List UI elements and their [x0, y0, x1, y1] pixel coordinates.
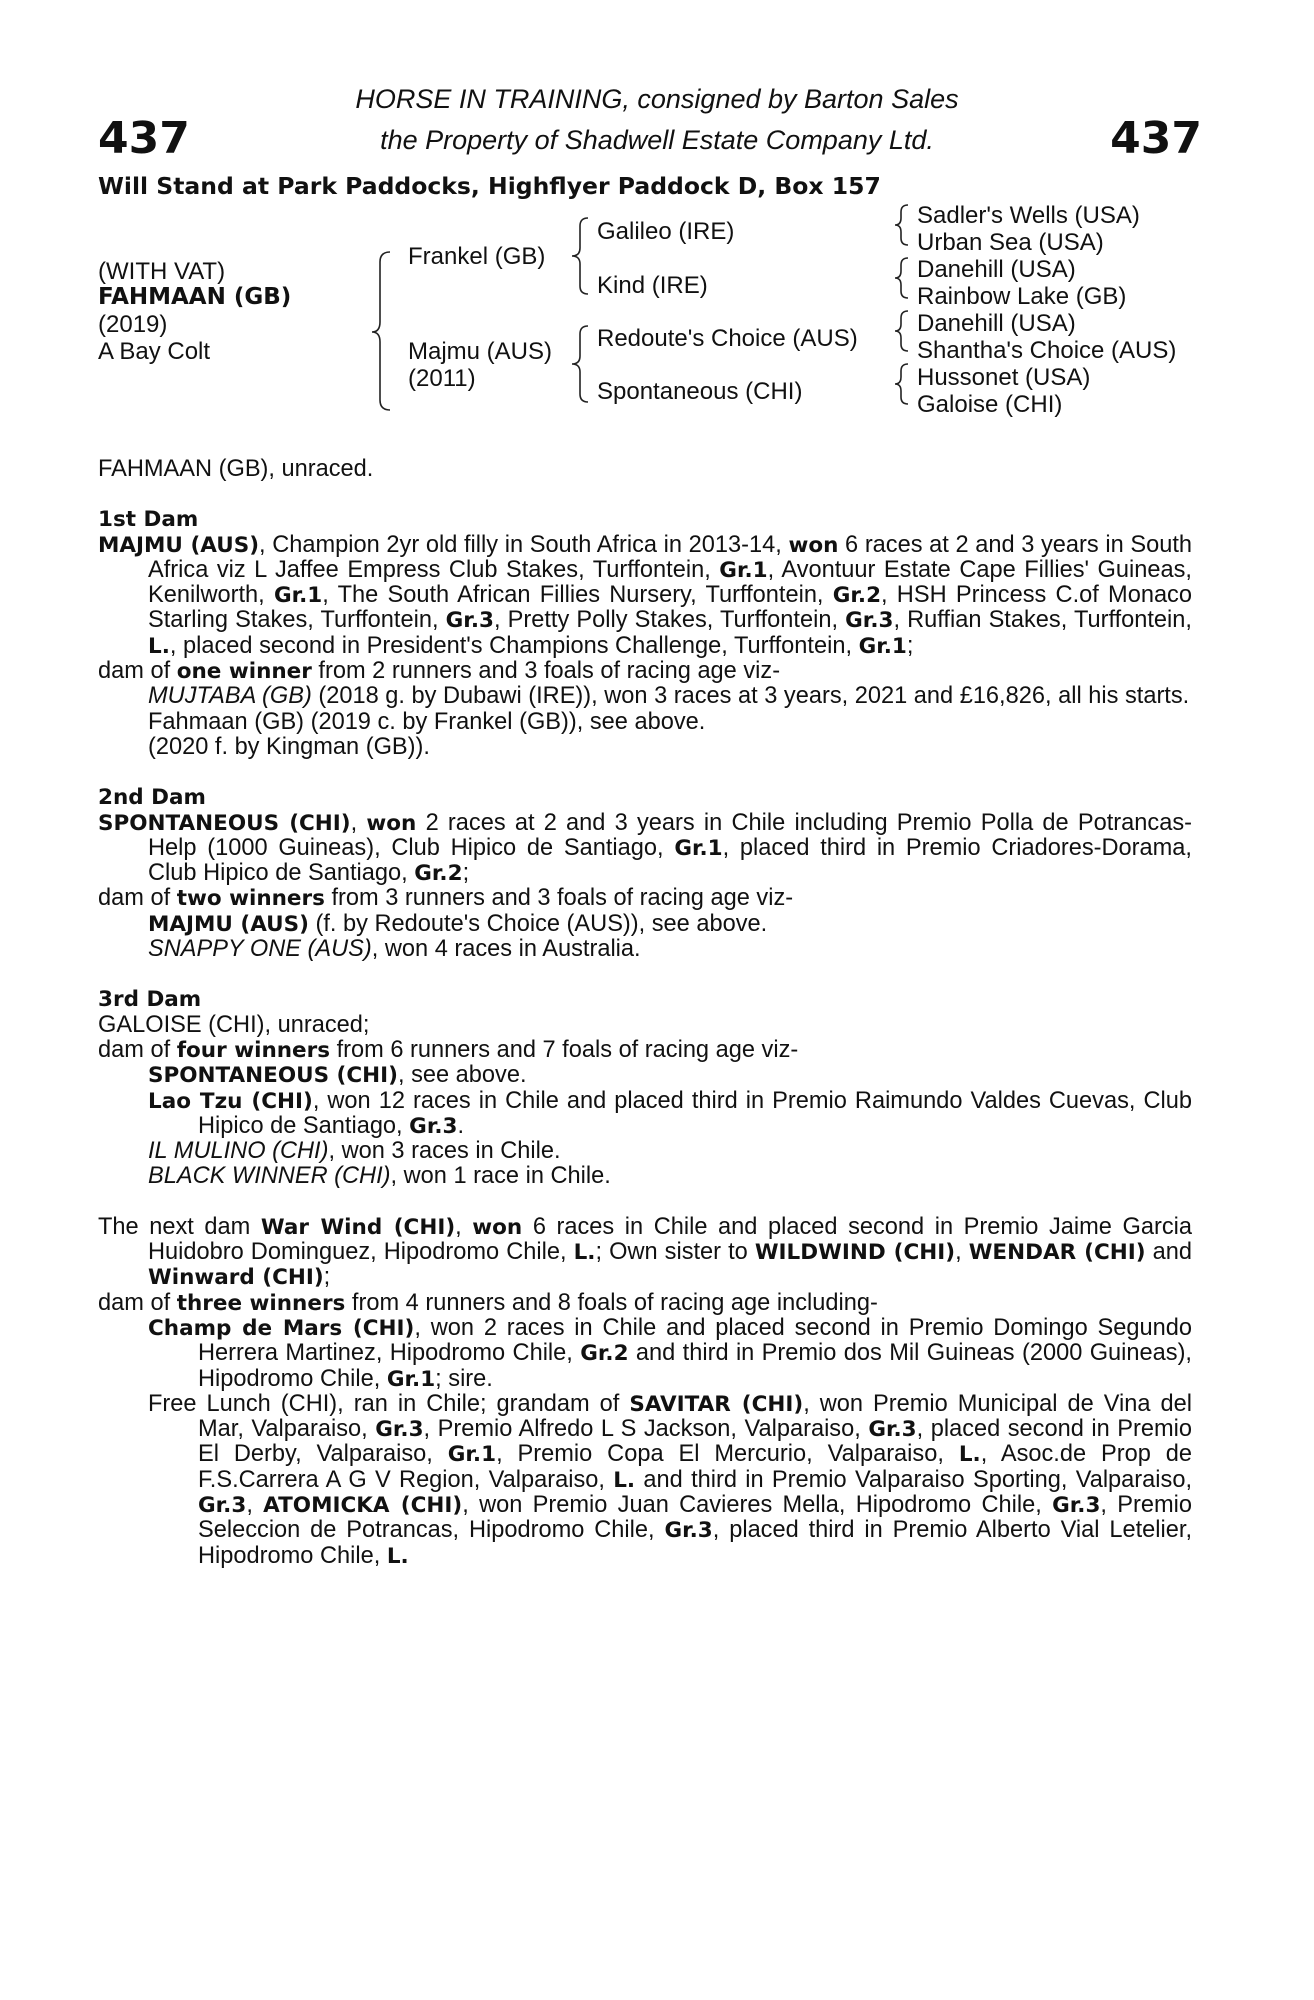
dam-sire: Redoute's Choice (AUS) [597, 325, 858, 352]
consignment-line: HORSE IN TRAINING, consigned by Barton Sales [355, 84, 959, 114]
dam2-heading: 2nd Dam [98, 785, 206, 811]
sire-sire: Galileo (IRE) [597, 218, 735, 245]
stand-location: Will Stand at Park Paddocks, Highflyer Paddock D, Box 157 [98, 172, 881, 200]
dam3-produce-1: SPONTANEOUS (CHI), see above. [148, 1062, 527, 1089]
dam1-produce-1: MUJTABA (GB) (2018 g. by Dubawi (IRE)), won 3 races at 3 years, 2021 and £16,826, all his starts. [148, 683, 1190, 710]
next-dam-produce-2: Free Lunch (CHI), ran in Chile; grandam of SAVITAR (CHI), won Premio Municipal de Vina del Mar, Valparaiso, Gr.3, Premio Alfredo L S Jackson, Valparaiso, Gr.3, placed second in Premio El Derby, Valparaiso, Gr.1, Premio Copa El Mercurio, Valparaiso, L., Asoc.de Prop de F.S.Carrera A G V Region, Valparaiso, L. and third in Premio Valparaiso Sporting, Valparaiso, Gr.3, ATOMICKA (CHI), won Premio Juan Cavieres Mella, Hipodromo Chile, Gr.3, Premio Seleccion de Potrancas, Hipodromo Chile, Gr.3, placed third in Premio Alberto Vial Letelier, Hipodromo Chile, L. [148, 1390, 1193, 1569]
dam2-produce-2: SNAPPY ONE (AUS), won 4 races in Australia. [148, 936, 641, 963]
ancestor-4: Rainbow Lake (GB) [917, 283, 1127, 310]
next-dam-produce-summary: dam of three winners from 4 runners and 8 foals of racing age including- [98, 1289, 878, 1316]
ancestor-3: Danehill (USA) [917, 256, 1076, 283]
dam3-heading: 3rd Dam [98, 987, 202, 1013]
sire: Frankel (GB) [408, 243, 546, 270]
dam2-record: SPONTANEOUS (CHI), won 2 races at 2 and 3 years in Chile including Premio Polla de Potrancas-Help (1000 Guineas), Club Hipico de Santiago, Gr.1, placed third in Premio Criadores-Dorama, Club Hipico de Santiago, Gr.2; [98, 809, 1192, 887]
dam1-heading: 1st Dam [98, 507, 199, 533]
lot-number-left: 437 [98, 113, 190, 164]
dam1-produce-summary: dam of one winner from 2 runners and 3 foals of racing age viz- [98, 658, 781, 685]
ancestor-5: Danehill (USA) [917, 310, 1076, 337]
dam3-produce-4: BLACK WINNER (CHI), won 1 race in Chile. [148, 1163, 611, 1190]
vat-label: (WITH VAT) [98, 258, 226, 285]
ancestor-7: Hussonet (USA) [917, 364, 1091, 391]
horse-name: FAHMAAN (GB) [98, 284, 292, 310]
dam1-produce-2: Fahmaan (GB) (2019 c. by Frankel (GB)), see above. [148, 708, 706, 735]
dam: Majmu (AUS) [408, 338, 553, 365]
dam2-produce-1: MAJMU (AUS) (f. by Redoute's Choice (AUS)), see above. [148, 910, 768, 937]
sire-dam: Kind (IRE) [597, 272, 708, 299]
dam3-produce-3: IL MULINO (CHI), won 3 races in Chile. [148, 1138, 561, 1165]
next-dam-record: The next dam War Wind (CHI), won 6 races in Chile and placed second in Premio Jaime Garcia Huidobro Dominguez, Hipodromo Chile, L.; Own sister to WILDWIND (CHI), WENDAR (CHI) and Winward (CHI); [98, 1213, 1192, 1291]
dam-dam: Spontaneous (CHI) [597, 378, 803, 405]
ancestor-1: Sadler's Wells (USA) [917, 202, 1140, 229]
dam3-record: GALOISE (CHI), unraced; [98, 1011, 370, 1038]
intro-line: FAHMAAN (GB), unraced. [98, 456, 374, 482]
ancestor-6: Shantha's Choice (AUS) [917, 337, 1177, 364]
property-line: the Property of Shadwell Estate Company Ltd. [380, 125, 934, 155]
dam1-record: MAJMU (AUS), Champion 2yr old filly in South Africa in 2013-14, won 6 races at 2 and 3 years in South Africa viz L Jaffee Empress Club Stakes, Turffontein, Gr.1, Avontuur Estate Cape Fillies' Guineas, Kenilworth, Gr.1, The South African Fillies Nursery, Turffontein, Gr.2, HSH Princess C.of Monaco Starling Stakes, Turffontein, Gr.3, Pretty Polly Stakes, Turffontein, Gr.3, Ruffian Stakes, Turffontein, L., placed second in President's Champions Challenge, Turffontein, Gr.1; [98, 531, 1193, 659]
lot-number-right: 437 [1110, 113, 1202, 164]
ancestor-2: Urban Sea (USA) [917, 229, 1104, 256]
catalogue-body [98, 457, 1192, 1569]
dam3-produce-summary: dam of four winners from 6 runners and 7 foals of racing age viz- [98, 1036, 799, 1063]
dam1-produce-3: (2020 f. by Kingman (GB)). [148, 733, 430, 760]
horse-year: (2019) [98, 311, 168, 338]
dam-year: (2011) [408, 365, 476, 392]
next-dam-produce-1: Champ de Mars (CHI), won 2 races in Chile and placed second in Premio Domingo Segundo Herrera Martinez, Hipodromo Chile, Gr.2 and third in Premio dos Mil Guineas (2000 Guineas), Hipodromo Chile, Gr.1; sire. [148, 1314, 1192, 1392]
dam2-produce-summary: dam of two winners from 3 runners and 3 foals of racing age viz- [98, 885, 794, 912]
ancestor-8: Galoise (CHI) [917, 391, 1063, 418]
horse-description: A Bay Colt [98, 338, 211, 365]
dam3-produce-2: Lao Tzu (CHI), won 12 races in Chile and placed third in Premio Raimundo Valdes Cuevas, Club Hipico de Santiago, Gr.3. [148, 1087, 1192, 1139]
